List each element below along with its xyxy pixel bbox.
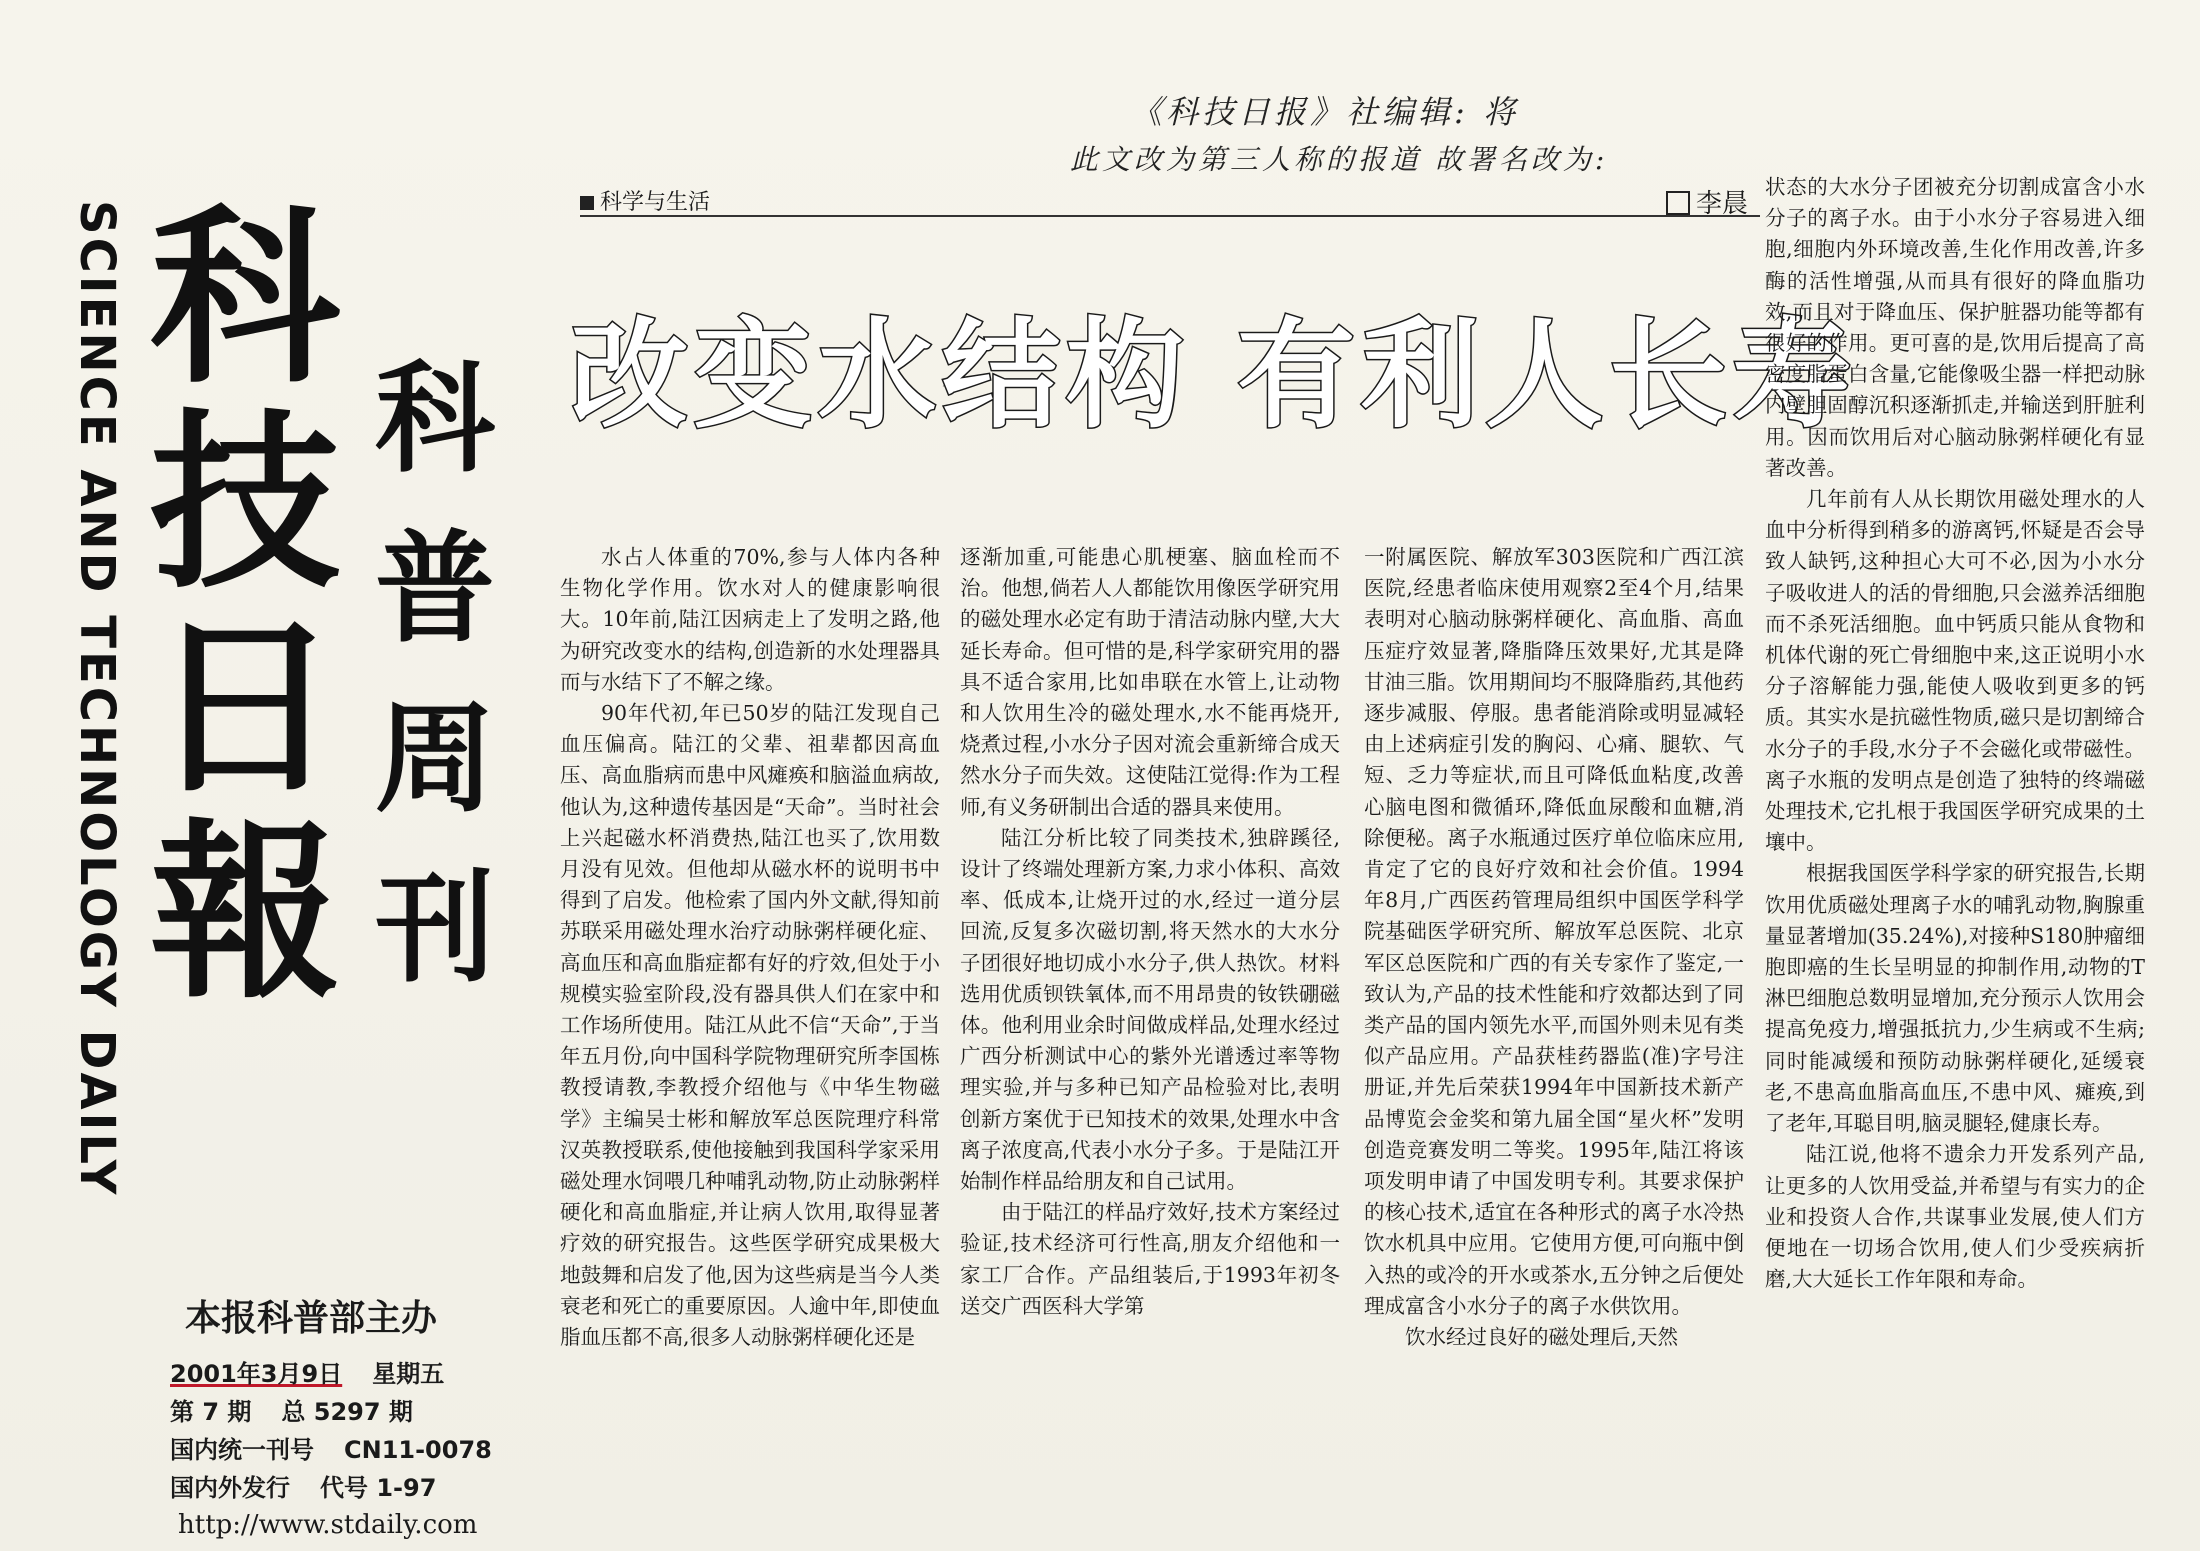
masthead-title-char: 報 [150,801,341,1024]
square-bullet-icon [580,196,594,210]
article-paragraph: 根据我国医学科学家的研究报告,长期饮用优质磁处理离子水的哺乳动物,胸腺重量显著增加(35.24%),对接种S180肿瘤细胞即癌的生长呈明显的抑制作用,动物的T淋巴细胞总数明显增加,充分预示人饮用会提高免疫力,增强抵抗力,少生病或不生病;同时能减缓和预防动脉粥样硬化,延缓衰老,不患高血脂高血压,不患中风、瘫痪,到了老年,耳聪目明,脑灵腿轻,健康长寿。 [1765,861,2145,1136]
article-paragraph: 逐渐加重,可能患心肌梗塞、脑血栓而不治。他想,倘若人人都能饮用像医学研究用的磁处理水必定有助于清洁动脉内壁,大大延长寿命。但可惜的是,科学家研究用的器具不适合家用,比如串联在水管上,让动物和人饮用生冷的磁处理水,水不能再烧开,烧煮过程,小水分子因对流会重新缔合成天然水分子而失效。这使陆江觉得:作为工程师,有义务研制出合适的器具来使用。 [960,545,1340,819]
distribution-value: 代号 1-97 [320,1474,437,1502]
masthead-english [70,200,130,1200]
masthead-title-char: 技 [150,391,341,614]
issue-date: 2001年3月9日 [170,1360,343,1388]
article-paragraph: 一附属医院、解放军303医院和广西江滨医院,经患者临床使用观察2至4个月,结果表明对心脑动脉粥样硬化、高血脂、高血压症疗效显著,降脂降压效果好,尤其是降甘油三脂。饮用期间均不服降脂药,其他药逐步减服、停服。患者能消除或明显减轻由上述病症引发的胸闷、心痛、腿软、气短、乏力等症状,而且可降低血粘度,改善心脑电图和微循环,降低血尿酸和血糖,消除便秘。离子水瓶通过医疗单位临床应用,肯定了它的良好疗效和社会价值。1994年8月,广西医药管理局组织中国医学科学院基础医学研究所、解放军总医院、北京军区总医院和广西的有关专家作了鉴定,一致认为,产品的技术性能和疗效都达到了同类产品的国内领先水平,而国外则未见有类似产品应用。产品获桂药器监(准)字号注册证,并先后荣获1994年中国新技术新产品博览会金奖和第九届全国“星火杯”发明创造竞赛发明二等奖。1995年,陆江将该项发明申请了中国发明专利。其要求保护的核心技术,适宜在各种形式的离子水冷热饮水机具中应用。它使用方便,可向瓶中倒入热的或冷的开水或茶水,五分钟之后便处理成富含小水分子的离子水供饮用。 [1364,545,1744,1318]
article-paragraph: 饮水经过良好的磁处理后,天然 [1405,1325,1679,1350]
article-column-2 [960,542,1340,1322]
sponsor-line: 本报科普部主办 [185,1298,438,1339]
article-paragraph: 陆江分析比较了同类技术,独辟蹊径,设计了终端处理新方案,力求小体积、高效率、低成本,让烧开过的水,经过一道分层回流,反复多次磁切割,将天然水的大水分子团很好地切成小水分子,供人热饮。材料选用优质钡铁氧体,而不用昂贵的钕铁硼磁体。他利用业余时间做成样品,处理水经过广西分析测试中心的紫外光谱透过率等物理实验,并与多种已知产品检验对比,表明创新方案优于已知技术的效果,处理水中含离子浓度高,代表小水分子多。于是陆江开始制作样品给朋友和自己试用。 [960,825,1340,1194]
article-paragraph: 水占人体重的70%,参与人体内各种生物化学作用。饮水对人的健康影响很大。10年前,陆江因病走上了发明之路,他为研究改变水的结构,创造新的水处理器具而与水结下了不解之缘。 [560,545,940,694]
weekly-title [375,335,505,1015]
issue-number: 第 7 期 [170,1398,252,1426]
publication-info [170,1355,492,1507]
article-paragraph: 90年代初,年已50岁的陆江发现自己血压偏高。陆江的父辈、祖辈都因高血压、高血脂病而患中风瘫痪和脑溢血病故,他认为,这种遗传基因是“天命”。当时社会上兴起磁水杯消费热,陆江也买了,饮用数月没有见效。但他却从磁水杯的说明书中得到了启发。他检索了国内外文献,得知前苏联采用磁处理水治疗动脉粥样硬化症、高血压和高血脂症都有好的疗效,但处于小规模实验室阶段,没有器具供人们在家中和工作场所使用。陆江从此不信“天命”,于当年五月份,向中国科学院物理研究所李国栋教授请教,李教授介绍他与《中华生物磁学》主编吴士彬和解放军总医院理疗科常汉英教授联系,使他接触到我国科学家采用磁处理水饲喂几种哺乳动物,防止动脉粥样硬化和高血脂症,并让病人饮用,取得显著疗效的研究报告。这些医学研究成果极大地鼓舞和启发了他,因为这些病是当今人类衰老和死亡的重要原因。人逾中年,即使血脂血压都不高,很多人动脉粥样硬化还是 [560,701,940,1350]
masthead-english-text: SCIENCE AND TECHNOLOGY DAILY [69,200,125,1198]
total-issue-number: 总 5297 期 [281,1398,413,1426]
cn-label: 国内统一刊号 [170,1436,314,1464]
section-label-text: 科学与生活 [600,190,711,215]
handwritten-note-line: 《科技日报》社编辑: 将 [1130,93,1519,131]
section-label [580,185,710,216]
article-column-1 [560,542,940,1353]
article-column-4 [1765,172,2145,1295]
section-header [580,185,1760,217]
distribution-label: 国内外发行 [170,1474,290,1502]
handwritten-note [1070,88,1609,184]
weekly-title-char: 刊 [375,860,495,999]
website-url: http://www.stdaily.com [178,1510,478,1540]
issue-weekday: 星期五 [372,1360,445,1388]
masthead-title [150,186,380,1024]
article-column-3 [1364,542,1744,1353]
weekly-title-char: 科 [375,350,495,489]
box-bullet-icon [1666,191,1690,215]
masthead-title-char: 日 [150,596,341,819]
article-paragraph: 由于陆江的样品疗效好,技术方案经过验证,技术经济可行性高,朋友介绍他和一家工厂合作。产品组装后,于1993年初冬送交广西医科大学第 [960,1200,1340,1318]
masthead-title-char: 科 [150,186,341,409]
article-paragraph: 几年前有人从长期饮用磁处理水的人血中分析得到稍多的游离钙,怀疑是否会导致人缺钙,这种担心大可不必,因为小水分子吸收进人的活的骨细胞,只会滋养活细胞而不杀死活细胞。血中钙质只能从食物和机体代谢的死亡骨细胞中来,这正说明小水分子溶解能力强,能使人吸收到更多的钙质。其实水是抗磁性物质,磁只是切割缔合水分子的手段,水分子不会磁化或带磁性。离子水瓶的发明点是创造了独特的终端磁处理技术,它扎根于我国医学研究成果的土壤中。 [1765,487,2145,855]
weekly-title-char: 普 [375,520,495,659]
article-headline: 改变水结构 有利人长寿 [570,306,1858,444]
byline [1666,183,1748,220]
article-paragraph: 状态的大水分子团被充分切割成富含小水分子的离子水。由于小水分子容易进入细胞,细胞内外环境改善,生化作用改善,许多酶的活性增强,从而具有很好的降血脂功效,而且对于降血压、保护脏器功能等都有很好的作用。更可喜的是,饮用后提高了高密度脂蛋白含量,它能像吸尘器一样把动脉内壁胆固醇沉积逐渐抓走,并输送到肝脏利用。因而饮用后对心脑动脉粥样硬化有显著改善。 [1765,175,2145,480]
author-name: 李晨 [1695,189,1748,219]
cn-value: CN11-0078 [344,1436,492,1464]
article-paragraph: 陆江说,他将不遗余力开发系列产品,让更多的人饮用受益,并希望与有实力的企业和投资人合作,共谋事业发展,使人们方便地在一切场合饮用,使人们少受疾病折磨,大大延长工作年限和寿命。 [1765,1142,2145,1292]
handwritten-note-line: 此文改为第三人称的报道 故署名改为: [1070,143,1609,176]
weekly-title-char: 周 [375,690,495,829]
